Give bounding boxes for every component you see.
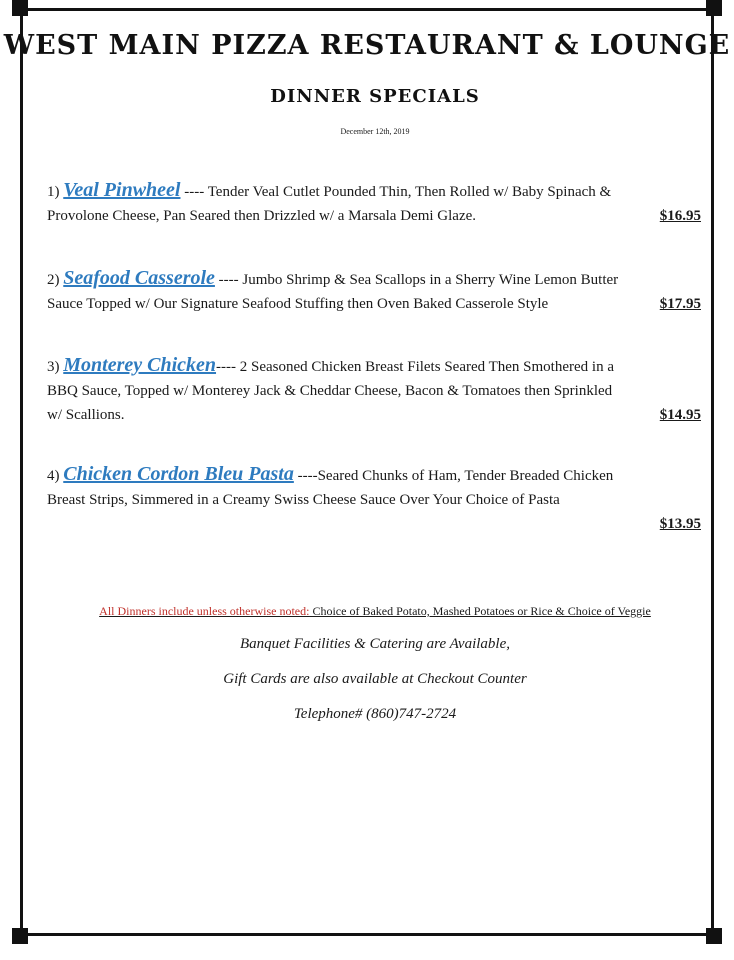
special-line [47,353,701,379]
menu-subtitle: DINNER SPECIALS [270,86,480,107]
special-line [47,488,701,512]
special-price: $13.95 [659,516,701,532]
restaurant-title: WEST MAIN PIZZA RESTAURANT & LOUNGE [3,30,731,61]
special-item-1 [47,178,701,228]
special-price: $16.95 [659,208,701,224]
special-name: Chicken Cordon Bleu Pasta [63,463,294,485]
includes-text: Choice of Baked Potato, Mashed Potatoes or Rice & Choice of Veggie [309,604,651,618]
special-line [47,512,701,536]
special-line [47,462,701,488]
special-description: BBQ Sauce, Topped w/ Monterey Jack & Cheddar Cheese, Bacon & Tomatoes then Sprinkled [47,383,613,399]
includes-label: All Dinners include unless otherwise noted: [99,604,310,618]
special-price: $14.95 [659,407,701,423]
special-line [47,178,701,204]
dinner-includes-note [0,604,734,619]
special-number: 3) [47,359,60,375]
special-description: ---- Jumbo Shrimp & Sea Scallops in a Sherry Wine Lemon Butter [214,272,619,288]
corner-ornament [706,0,722,16]
special-item-2 [47,266,701,316]
special-description: ----Seared Chunks of Ham, Tender Breaded Chicken [293,468,614,484]
special-number: 2) [47,272,60,288]
special-price: $17.95 [659,296,701,312]
corner-ornament [706,928,722,944]
special-description: Provolone Cheese, Pan Seared then Drizzled w/ a Marsala Demi Glaze. [47,208,477,224]
special-name: Veal Pinwheel [63,179,181,201]
special-line [47,204,701,228]
special-line [47,379,701,403]
special-description: ---- 2 Seasoned Chicken Breast Filets Seared Then Smothered in a [216,359,614,375]
special-item-4 [47,462,701,536]
special-number: 1) [47,184,60,200]
banquet-note: Banquet Facilities & Catering are Available, [240,636,510,652]
gift-card-note: Gift Cards are also available at Checkout Counter [223,671,527,687]
menu-date: December 12th, 2019 [340,127,410,136]
special-description: Sauce Topped w/ Our Signature Seafood Stuffing then Oven Baked Casserole Style [47,296,549,312]
special-line [47,292,701,316]
special-line [47,403,701,427]
special-description: ---- Tender Veal Cutlet Pounded Thin, Then Rolled w/ Baby Spinach & [180,184,612,200]
special-number: 4) [47,468,60,484]
special-name: Monterey Chicken [63,354,217,376]
special-description: Breast Strips, Simmered in a Creamy Swiss Cheese Sauce Over Your Choice of Pasta [47,492,560,508]
special-description: w/ Scallions. [47,407,125,423]
corner-ornament [12,0,28,16]
special-name: Seafood Casserole [63,267,215,289]
special-line [47,266,701,292]
telephone-number: Telephone# (860)747-2724 [293,706,457,722]
special-item-3 [47,353,701,427]
corner-ornament [12,928,28,944]
